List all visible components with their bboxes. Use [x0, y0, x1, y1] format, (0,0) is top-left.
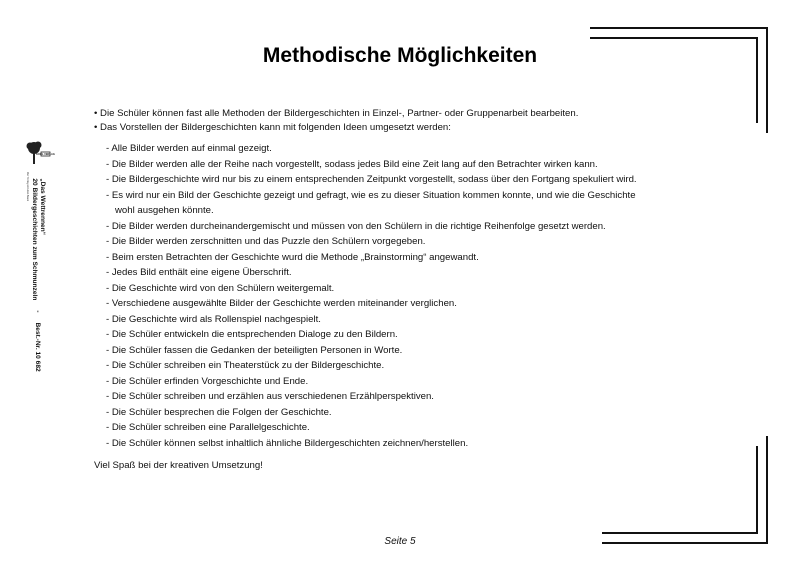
list-item: - Die Schüler fassen die Gedanken der beteiligten Personen in Worte. [106, 344, 403, 356]
tree-logo-icon [24, 140, 55, 202]
list-item: - Es wird nur ein Bild der Geschichte gezeigt und gefragt, wie es zu dieser Situation kommen konnte, und wie die Geschichte [106, 189, 636, 201]
list-item: - Die Bilder werden durcheinandergemischt und müssen von den Schülern in die richtige Reihenfolge gesetzt werden. [106, 220, 606, 232]
list-item: - Die Schüler entwickeln die entsprechenden Dialoge zu den Bildern. [106, 329, 398, 340]
list-item: - Die Bilder werden alle der Reihe nach vorgestellt, sodass jedes Bild eine Zeit lang auf den Betrachter wirken kann. [106, 158, 598, 170]
page-number: Seite 5 [384, 536, 416, 547]
list-item-continuation: wohl ausgehen könnte. [115, 205, 214, 216]
logo-slogan: Der Verlag mit dem Baum [26, 172, 29, 202]
intro-line: • Die Schüler können fast alle Methoden der Bildergeschichten in Einzel-, Partner- oder Gruppenarbeit bearbeiten. [94, 108, 579, 119]
list-item: - Jedes Bild enthält eine eigene Überschrift. [106, 267, 292, 278]
list-item: - Alle Bilder werden auf einmal gezeigt. [106, 143, 272, 154]
sidebar-separator: - [34, 310, 42, 313]
list-item: - Die Schüler erfinden Vorgeschichte und Ende. [106, 375, 309, 387]
list-item: - Verschiedene ausgewählte Bilder der Geschichte werden miteinander verglichen. [106, 298, 457, 309]
book-subtitle: 20 Bildergeschichten zum Schmunzeln [31, 178, 38, 301]
order-number: Best.-Nr. 10 682 [34, 322, 42, 372]
list-item: - Die Bilder werden zerschnitten und das Puzzle den Schülern vorgegeben. [106, 236, 426, 247]
methods-list [106, 141, 706, 451]
page-title: Methodische Möglichkeiten [262, 44, 538, 67]
list-item: - Die Schüler besprechen die Folgen der Geschichte. [106, 406, 332, 418]
list-item: - Die Geschichte wird von den Schülern weitergemalt. [106, 282, 335, 294]
list-item: - Beim ersten Betrachten der Geschichte wurd die Methode „Brainstorming“ angewandt. [106, 251, 479, 263]
list-item: - Die Schüler schreiben und erzählen aus verschiedenen Erzählperspektiven. [106, 391, 434, 402]
intro-line: • Das Vorstellen der Bildergeschichten kann mit folgenden Ideen umgesetzt werden: [94, 122, 451, 133]
publisher-logo [24, 140, 55, 202]
list-item: - Die Schüler können selbst inhaltlich ähnliche Bildergeschichten zeichnen/herstellen. [106, 437, 469, 449]
list-item: - Die Geschichte wird als Rollenspiel nachgespielt. [106, 313, 321, 325]
list-item: - Die Schüler schreiben ein Theaterstück zu der Bildergeschichte. [106, 360, 385, 371]
logo-text: KOHL VERLAG [36, 153, 55, 156]
list-item: - Die Bildergeschichte wird nur bis zu einem entsprechenden Zeitpunkt vorgestellt, sodass über den Fortgang spekuliert wird. [106, 174, 637, 185]
book-title: „Das Wettrennen“ [39, 178, 46, 235]
list-item: - Die Schüler schreiben eine Parallelgeschichte. [106, 422, 310, 433]
closing-text: Viel Spaß bei der kreativen Umsetzung! [94, 460, 263, 471]
intro-text [94, 107, 714, 135]
